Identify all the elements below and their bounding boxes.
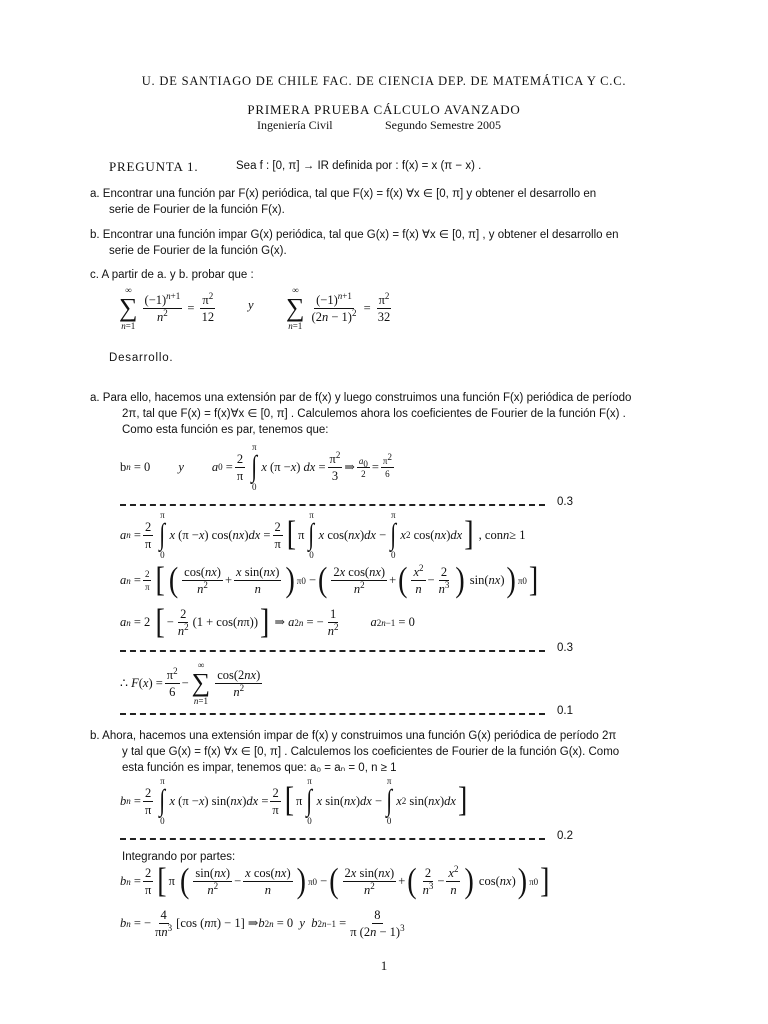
score-label: 0.2 <box>557 830 573 842</box>
semester-label: Segundo Semestre 2005 <box>385 118 501 132</box>
solution-a-text-2: 2π, tal que F(x) = f(x)∀x ∈ [0, π] . Calculemos ahora los coeficientes de Fourier de la función F(x) . <box>122 408 626 420</box>
integrating-by-parts-label: Integrando por partes: <box>122 851 236 863</box>
score-separator <box>120 713 545 715</box>
solution-b-text-3: esta función es impar, tenemos que: a₀ = aₙ = 0, n ≥ 1 <box>122 762 397 774</box>
part-a-statement-2: serie de Fourier de la función F(x). <box>109 204 285 216</box>
page-number: 1 <box>380 958 388 973</box>
formula-bn-parts: b n = 2 π [ π ( sin(nx) $n^2$ − x cos(nx) n ) π 0 − ( 2x sin(nx) $n^2$ + ( 2 $n^3$ − $x^2$ n ) cos( nx ) ) π 0 ] <box>120 861 550 901</box>
question-intro: Sea f : [0, π] → IR definida por : f(x) = x (π − x) . <box>236 160 482 172</box>
exam-title: PRIMERA PRUEBA CÁLCULO AVANZADO <box>247 102 521 117</box>
score-separator <box>120 650 545 652</box>
score-label: 0.1 <box>557 705 573 717</box>
institution-header: U. DE SANTIAGO DE CHILE FAC. DE CIENCIA DEP. DE MATEMÁTICA Y C.C. <box>141 74 627 88</box>
score-label: 0.3 <box>557 496 573 508</box>
question-label: PREGUNTA 1. <box>109 159 199 174</box>
conjunction-y: y <box>248 298 254 312</box>
score-separator <box>120 838 545 840</box>
program-label: Ingeniería Civil <box>257 118 333 132</box>
part-a-statement-1: a. Encontrar una función par F(x) periódica, tal que F(x) = f(x) ∀x ∈ [0, π] y obtener el desarrollo en <box>90 188 597 200</box>
formula-bn-result: b n = − 4 $\pi n^3$ [cos ( n π) − 1] ⇒ b 2n = 0 y b 2n−1 = 8 π $(2n - 1)^3$ <box>120 908 405 939</box>
score-label: 0.3 <box>557 642 573 654</box>
formula-fourier-series-F: ∴ F ( x ) = $\pi^2$ 6 − ∞ ∑ n=1 cos(2nx) $n^2$ <box>120 660 261 706</box>
score-separator <box>120 504 545 506</box>
solution-b-text-1: b. Ahora, hacemos una extensión impar de f(x) y construimos una función G(x) periódica de período 2π <box>90 730 617 742</box>
solution-heading: Desarrollo. <box>109 352 174 364</box>
formula-bn-integral: b n = 2 π π ∫ 0 x (π − x ) sin( nx ) dx = 2 π [ π π ∫ 0 x sin( nx ) dx − π ∫ 0 x 2 sin( nx ) dx ] <box>120 776 468 826</box>
solution-a-text-1: a. Para ello, hacemos una extensión par de f(x) y luego construimos una función F(x) periódica de período <box>90 392 632 404</box>
part-c-statement: c. A partir de a. y b. probar que : <box>90 269 254 281</box>
formula-an-integral: a n = 2 π π ∫ 0 x (π − x ) cos( nx ) dx = 2 π [ π π ∫ 0 x cos( nx ) dx − π ∫ 0 x 2 cos( nx ) dx ] , con n ≥ 1 <box>120 510 526 560</box>
solution-b-text-2: y tal que G(x) = f(x) ∀x ∈ [0, π] . Calculemos los coeficientes de Fourier de la función G(x). Como <box>122 746 620 758</box>
formula-bn-a0: b n = 0 y a 0 = 2 π π ∫ 0 x (π − x ) dx = $\pi^2$ 3 ⇒ $a_0$ 2 = $\pi^2$ 6 <box>120 442 392 492</box>
formula-an-result: a n = 2 [ − 2 $n^2$ (1 + cos( n π)) ] ⇒ a 2n = − 1 $n^2$ a 2n−1 = 0 <box>120 602 415 642</box>
part-b-statement-2: serie de Fourier de la función G(x). <box>109 245 287 257</box>
series-identity-1: ∞ ∑ n=1 $(-1)^{n+1}$ $n^2$ = $\pi^2$ 12 <box>119 285 215 331</box>
formula-an-parts: a n = 2 π [ ( cos(nx) $n^2$ + x sin(nx) n ) π 0 − ( 2x cos(nx) $n^2$ + ( $x^2$ n − 2 $n^3$ ) sin( nx ) ) π 0 ] <box>120 560 539 600</box>
series-identity-2: ∞ ∑ n=1 $(-1)^{n+1}$ $(2n - 1)^2$ = $\pi^2$ 32 <box>286 285 391 331</box>
part-b-statement-1: b. Encontrar una función impar G(x) periódica, tal que G(x) = f(x) ∀x ∈ [0, π] , y obtener el desarrollo en <box>90 229 619 241</box>
solution-a-text-3: Como esta función es par, tenemos que: <box>122 424 329 436</box>
